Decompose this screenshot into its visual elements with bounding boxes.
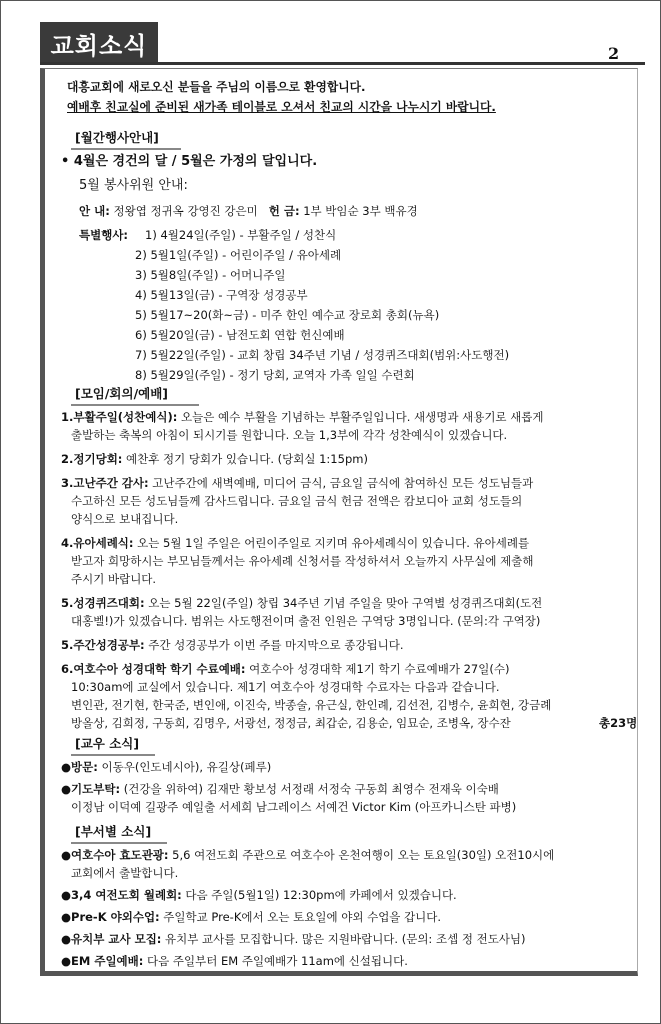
welcome-line: 예배후 친교실에 준비된 새가족 테이블로 오셔서 친교의 시간을 나누시기 바랍니다.	[67, 100, 496, 114]
volunteers-row	[79, 203, 418, 220]
welcome-line: 대흥교회에 새로오신 분들을 주님의 이름으로 환영합니다.	[67, 80, 366, 94]
department-label: ●유치부 교사 모집:	[61, 932, 162, 946]
meeting-item	[61, 661, 509, 678]
meeting-label: 5.주간성경공부:	[61, 638, 145, 652]
department-text: 다음 주일부터 EM 주일예배가 11am에 신설됩니다.	[143, 954, 408, 968]
meeting-text: 10:30am에 교실에서 있습니다. 제1기 여호수아 성경대학 수료자는 다음과 같습니다.	[71, 680, 500, 694]
department-label: ●Pre-K 야외수업:	[61, 910, 160, 924]
offering-label: 헌 금:	[268, 204, 300, 218]
graduate-list: 방올상, 김희정, 구동희, 김명우, 서광선, 정정금, 최갑순, 김용순, 임묘순, 조병옥, 장수잔	[71, 716, 511, 730]
meeting-label: 1.부활주일(성찬예식):	[61, 410, 178, 424]
meeting-text: 주시기 바랍니다.	[71, 572, 157, 586]
divider	[71, 148, 181, 150]
meeting-text: 양식으로 보내집니다.	[71, 512, 179, 526]
prayer-text: 이정남 이덕예 길광주 예일출 서세희 남그레이스 서예건 Victor Kim (아프카니스탄 파병)	[71, 800, 517, 814]
meeting-text: 오는 5월 1일 주일은 어린이주일로 지키며 유아세례식이 있습니다. 유아세례를	[133, 536, 530, 550]
department-item	[61, 953, 408, 970]
meeting-label: 2.정기당회:	[61, 452, 123, 466]
department-label: ●여호수아 효도관광:	[61, 848, 169, 862]
meeting-text: 받고자 희망하시는 부모님들께서는 유아세례 신청서를 작성하셔서 오늘까지 사무실에 제출해	[71, 554, 534, 568]
meeting-text: 수고하신 모든 성도님들께 감사드립니다. 금요일 금식 헌금 전액은 캄보디아 교회 성도들의	[71, 494, 523, 508]
department-text: 유치부 교사를 모집합니다. 많은 지원바랍니다. (문의: 조셉 정 전도사님)	[161, 932, 526, 946]
welcome-message	[67, 77, 496, 117]
event-item: 5) 5월17~20(화~금) - 미주 한인 예수교 장로회 총회(뉴욕)	[135, 308, 440, 322]
event-item: 8) 5월29일(주일) - 정기 당회, 교역자 가족 일일 수련회	[135, 368, 415, 382]
monthly-theme: • 4월은 경건의 달 / 5월은 가정의 달입니다.	[61, 154, 318, 169]
meeting-text: 주간 성경공부가 이번 주를 마지막으로 종강됩니다.	[144, 638, 404, 652]
meeting-item	[61, 637, 404, 654]
visit-label: ●방문:	[61, 760, 98, 774]
event-item: 4) 5월13일(금) - 구역장 성경공부	[135, 288, 308, 302]
divider	[71, 404, 199, 406]
graduate-total: 총23명	[599, 716, 638, 730]
content-box	[40, 68, 638, 976]
event-item: 6) 5월20일(금) - 남전도회 연합 헌신예배	[135, 328, 345, 342]
page-number: 2	[608, 44, 620, 63]
meeting-text: 여호수아 성경대학 제1기 학기 수료예배가 27일(수)	[245, 662, 510, 676]
department-item	[61, 887, 457, 904]
meeting-text: 오는 5월 22일(주일) 창립 34주년 기념 주일을 맞아 구역별 성경퀴즈대회(도전	[144, 596, 543, 610]
department-text: 다음 주일(5월1일) 12:30pm에 카페에서 있겠습니다.	[181, 888, 457, 902]
event-item: 3) 5월8일(주일) - 어머니주일	[135, 268, 286, 282]
meeting-text: 출발하는 축복의 아침이 되시기를 원합니다. 오늘 1,3부에 각각 성찬예식이 있겠습니다.	[71, 428, 508, 442]
visit-item	[61, 759, 271, 776]
meeting-text: 대홍벨!)가 있겠습니다. 범위는 사도행전이며 출전 인원은 구역당 3명입니다. (문의:각 구역장)	[71, 614, 541, 628]
department-item	[61, 931, 526, 948]
section-heading-members: [교우 소식]	[75, 736, 140, 751]
department-text: 5,6 여전도회 주관으로 여호수아 온천여행이 오는 토요일(30일) 오전10시에	[168, 848, 555, 862]
meeting-label: 6.여호수아 성경대학 학기 수료예배:	[61, 662, 246, 676]
meeting-item	[61, 535, 529, 552]
divider	[71, 754, 155, 756]
meeting-text: 고난주간에 새벽예배, 미디어 금식, 금요일 금식에 참여하신 모든 성도님들과	[148, 476, 534, 490]
graduate-list: 변인관, 전기현, 한국준, 변인애, 이진숙, 박종술, 유근실, 한인례, 김선전, 김병수, 윤희현, 강금례	[71, 698, 552, 712]
department-label: ●EM 주일예배:	[61, 954, 144, 968]
meeting-label: 3.고난주간 감사:	[61, 476, 149, 490]
department-text: 교회에서 출발합니다.	[71, 866, 179, 880]
department-label: ●3,4 여전도회 월례회:	[61, 888, 182, 902]
meeting-item	[61, 595, 542, 612]
department-text: 주일학교 Pre-K에서 오는 토요일에 야외 수업을 갑니다.	[159, 910, 442, 924]
offering-names: 1부 박임순 3부 백유경	[299, 204, 418, 218]
divider	[71, 842, 167, 844]
prayer-text: (건강을 위하여) 김재만 황보성 서정래 서정숙 구동희 최영수 전재욱 이숙배	[120, 782, 499, 796]
meeting-item	[61, 475, 533, 492]
meeting-label: 4.유아세례식:	[61, 536, 134, 550]
section-heading-meetings: [모임/회의/예배]	[75, 386, 169, 401]
page-title: 교회소식	[40, 22, 158, 64]
department-item	[61, 909, 441, 926]
section-heading-departments: [부서별 소식]	[75, 824, 152, 839]
section-heading-monthly: [월간행사안내]	[75, 130, 159, 145]
event-item: 2) 5월1일(주일) - 어린이주일 / 유아세례	[135, 248, 342, 262]
header-rule	[40, 62, 645, 65]
event-item: 7) 5월22일(주일) - 교회 창립 34주년 기념 / 성경퀴즈대회(범위:사도행전)	[135, 348, 510, 362]
guide-label: 안 내:	[79, 204, 110, 218]
meeting-label: 5.성경퀴즈대회:	[61, 596, 145, 610]
volunteers-title: 5월 봉사위원 안내:	[79, 178, 188, 193]
meeting-text: 오늘은 예수 부활을 기념하는 부활주일입니다. 새생명과 새용기로 새롭게	[177, 410, 544, 424]
department-item	[61, 847, 554, 864]
meeting-item	[61, 451, 368, 468]
meeting-item	[61, 409, 544, 426]
meeting-text: 예찬후 정기 당회가 있습니다. (당회실 1:15pm)	[122, 452, 368, 466]
prayer-label: ●기도부탁:	[61, 782, 121, 796]
visit-text: 이동우(인도네시아), 유길상(페루)	[97, 760, 272, 774]
special-events-label: 특별행사:	[79, 228, 129, 242]
prayer-item	[61, 781, 499, 798]
event-item: 1) 4월24일(주일) - 부활주일 / 성찬식	[145, 228, 337, 242]
guide-names: 정왕엽 정귀옥 강영진 강은미	[109, 204, 258, 218]
